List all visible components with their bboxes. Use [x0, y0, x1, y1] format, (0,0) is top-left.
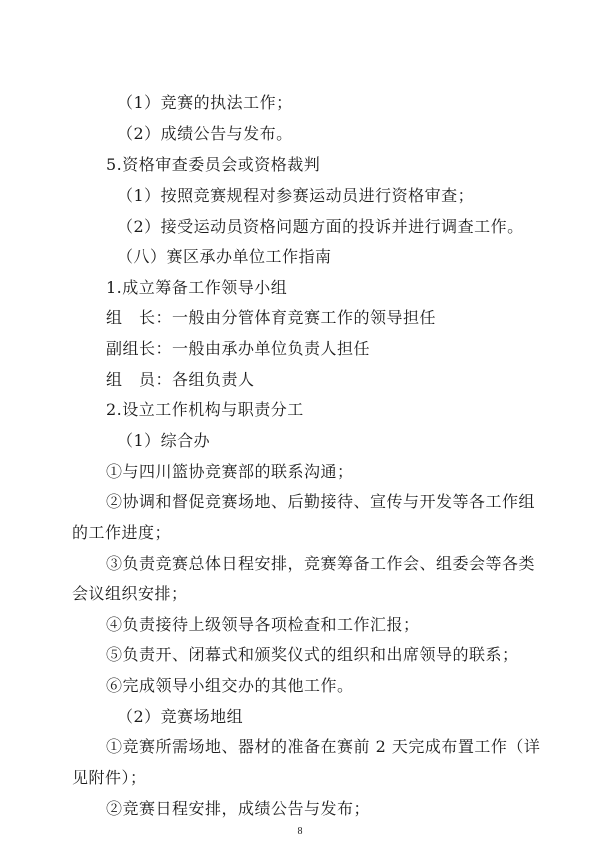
text-line: 见附件）； [72, 768, 147, 787]
text-line: （2）成绩公告与发布。 [117, 124, 293, 143]
text-line: 会议组织安排； [72, 584, 188, 603]
text-line: （1）竞赛的执法工作； [117, 93, 293, 112]
text-line: （2）接受运动员资格问题方面的投诉并进行调查工作。 [117, 217, 524, 236]
text-line: （1）综合办 [117, 431, 211, 450]
text-line: ①与四川篮协竞赛部的联系沟通； [106, 462, 354, 481]
text-line: （1）按照竞赛规程对参赛运动员进行资格审查； [117, 186, 475, 205]
text-line: 的工作进度； [72, 523, 172, 542]
text-line: 副组长：一般由承办单位负责人担任 [106, 339, 371, 358]
text-line: 组 长：一般由分管体育竞赛工作的领导担任 [106, 308, 437, 327]
text-line: （2）竞赛场地组 [117, 707, 244, 726]
text-line: ④负责接待上级领导各项检查和工作汇报； [106, 615, 420, 634]
text-line: ⑥完成领导小组交办的其他工作。 [106, 676, 354, 695]
text-line: 组 员：各组负责人 [106, 370, 255, 389]
text-line: 1.成立筹备工作领导小组 [106, 278, 288, 297]
text-line: ②竞赛日程安排，成绩公告与发布； [106, 799, 371, 818]
text-line: ①竞赛所需场地、器材的准备在赛前 2 天完成布置工作（详 [106, 737, 541, 756]
text-line: ⑤负责开、闭幕式和颁奖仪式的组织和出席领导的联系； [106, 645, 519, 664]
text-line: 5.资格审查委员会或资格裁判 [106, 155, 321, 174]
text-line: ③负责竞赛总体日程安排，竞赛筹备工作会、组委会等各类 [106, 554, 536, 573]
text-line: ②协调和督促竞赛场地、后勤接待、宣传与开发等各工作组 [106, 492, 536, 511]
text-line: 2.设立工作机构与职责分工 [106, 400, 304, 419]
page-number: 8 [297, 826, 303, 837]
text-line: （八）赛区承办单位工作指南 [117, 247, 332, 266]
